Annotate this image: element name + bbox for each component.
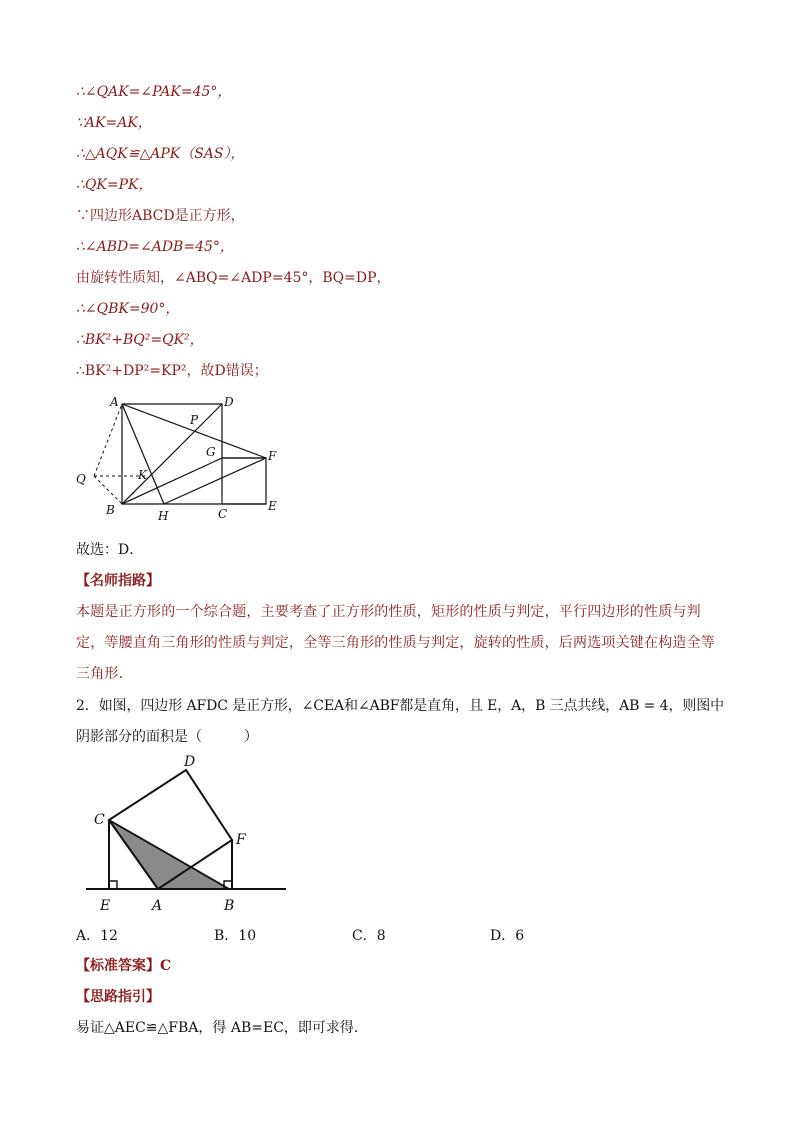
answer-choices: [76, 925, 716, 945]
label-a2: A: [152, 898, 163, 914]
proof-line-5: ∵四边形ABCD是正方形，: [76, 208, 245, 224]
proof-line-6: ∴∠ABD=∠ADB=45°，: [76, 239, 234, 255]
label-d: D: [224, 395, 234, 409]
label-e2: E: [100, 898, 111, 914]
thinking-text: 易证△AEC≌△FBA，得 AB=EC，即可求得．: [76, 1020, 368, 1036]
segment-bg: [122, 458, 222, 504]
question-2-line-2: 阴影部分的面积是（ ）: [76, 729, 258, 745]
label-f: F: [268, 449, 277, 463]
dashed-qa: [94, 404, 122, 476]
hint-heading: 【名师指路】: [76, 573, 160, 589]
label-b2: B: [224, 898, 235, 914]
label-k: K: [138, 468, 147, 482]
right-angle-e: [109, 881, 117, 889]
choice-b[interactable]: B．10: [214, 928, 257, 944]
label-g: G: [206, 445, 216, 459]
proof-line-7: 由旋转性质知，∠ABQ=∠ADP=45°，BQ=DP，: [76, 270, 391, 286]
label-c2: C: [94, 812, 105, 828]
label-c: C: [218, 507, 228, 521]
label-q: Q: [76, 472, 86, 486]
proof-line-2: ∵AK=AK，: [76, 115, 152, 131]
label-d2: D: [184, 754, 196, 770]
label-h: H: [158, 509, 169, 523]
square-right-angle-figure: [76, 752, 296, 918]
thinking-heading: 【思路指引】: [76, 989, 160, 1005]
hint-paragraph: 本题是正方形的一个综合题，主要考查了正方形的性质，矩形的性质与判定，平行四边形的性质与判定，等腰直角三角形的性质与判定，全等三角形的性质与判定，旋转的性质，后两选项关键在构造全等三角形．: [76, 604, 715, 682]
label-e: E: [268, 499, 277, 513]
label-a: A: [110, 395, 119, 409]
question-2-line-1: 2．如图，四边形 AFDC 是正方形，∠CEA和∠ABF都是直角，且 E，A，B 三点共线，AB = 4，则图中: [76, 698, 725, 714]
proof-line-4: ∴QK=PK，: [76, 177, 153, 193]
standard-answer: 【标准答案】C: [76, 958, 172, 974]
answer-line: 故选：D．: [76, 542, 144, 558]
label-b: B: [106, 503, 115, 517]
rectangle-gfec: [222, 458, 266, 504]
dashed-qb: [94, 476, 122, 504]
label-p: P: [190, 413, 199, 427]
square-geometry-figure: [76, 392, 296, 528]
proof-line-3: ∴△AQK≌△APK（SAS），: [76, 146, 245, 162]
segment-hf: [164, 458, 266, 504]
choice-a[interactable]: A．12: [76, 928, 118, 944]
choice-c[interactable]: C．8: [352, 928, 386, 944]
proof-line-9: ∴BK²+BQ²=QK²，: [76, 332, 204, 348]
proof-line-1: ∴∠QAK=∠PAK=45°，: [76, 84, 232, 100]
proof-line-10: ∴BK²+DP²=KP²，故D错误；: [76, 363, 268, 379]
label-f2: F: [236, 832, 246, 848]
choice-d[interactable]: D．6: [490, 928, 525, 944]
proof-line-8: ∴∠QBK=90°，: [76, 301, 180, 317]
segment-ah: [122, 404, 164, 504]
